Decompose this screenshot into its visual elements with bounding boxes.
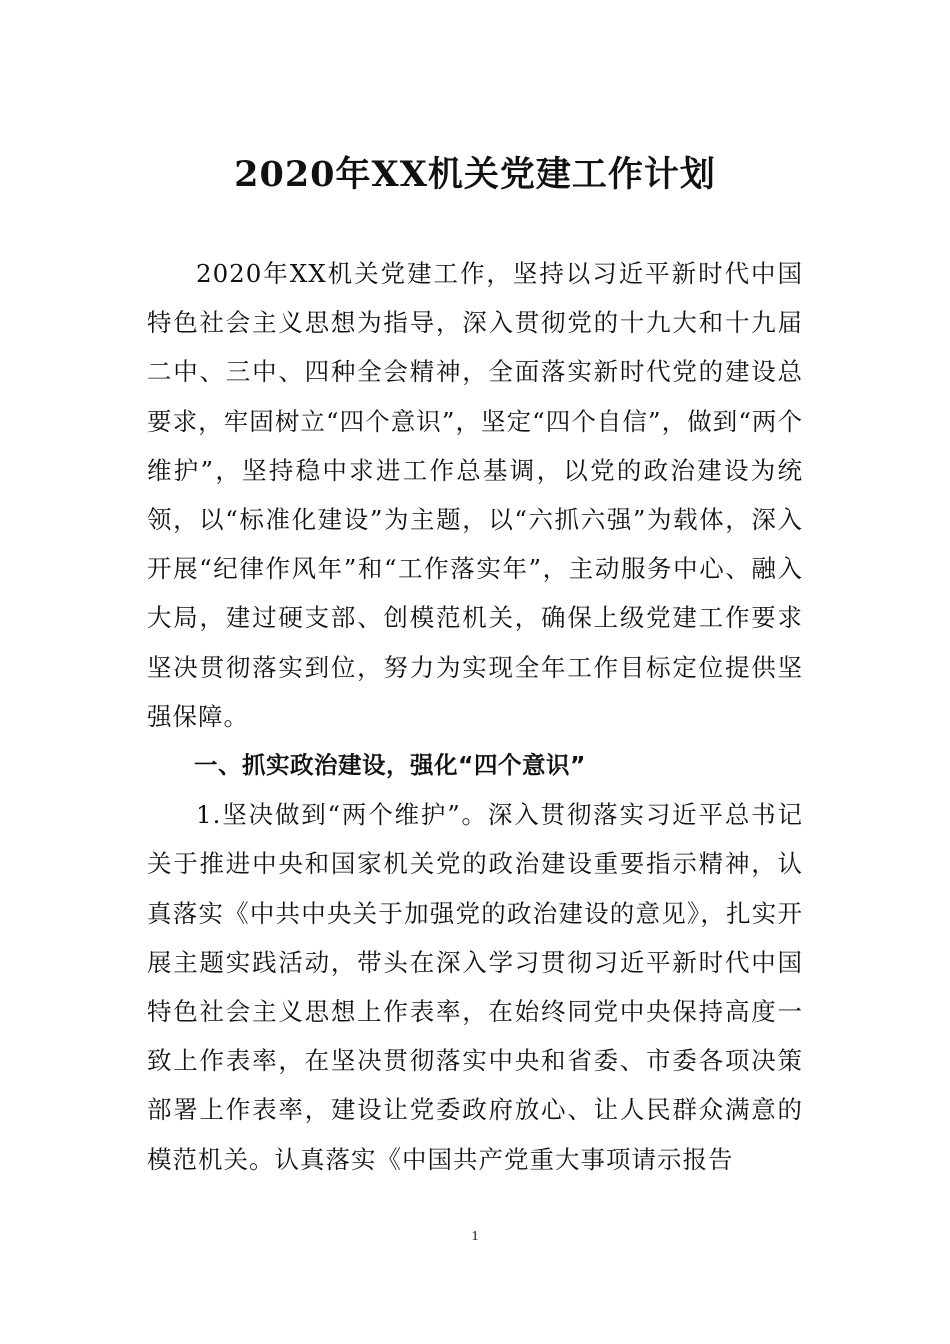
section-paragraph: 1.坚决做到“两个维护”。深入贯彻落实习近平总书记关于推进中央和国家机关党的政治建设重要指示精神，认真落实《中共中央关于加强党的政治建设的意见》，扎实开展主题实践活动，带头在深入学习贯彻习近平新时代中国特色社会主义思想上作表率，在始终同党中央保持高度一致上作表率，在坚决贯彻落实中央和省委、市委各项决策部署上作表率，建设让党委政府放心、让人民群众满意的模范机关。认真落实《中国共产党重大事项请示报告	[147, 800, 803, 1174]
section-heading: 一、抓实政治建设，强化“四个意识”	[194, 751, 586, 780]
document-title: 2020年XX机关党建工作计划	[234, 154, 716, 195]
intro-paragraph: 2020年XX机关党建工作，坚持以习近平新时代中国特色社会主义思想为指导，深入贯彻党的十九大和十九届二中、三中、四种全会精神，全面落实新时代党的建设总要求，牢固树立“四个意识”，坚定“四个自信”，做到“两个维护”，坚持稳中求进工作总基调，以党的政治建设为统领，以“标准化建设”为主题，以“六抓六强”为载体，深入开展“纪律作风年”和“工作落实年”，主动服务中心、融入大局，建过硬支部、创模范机关，确保上级党建工作要求坚决贯彻落实到位，努力为实现全年工作目标定位提供坚强保障。	[147, 259, 803, 731]
document-body	[147, 249, 803, 1184]
page-number: 1	[471, 1229, 479, 1244]
